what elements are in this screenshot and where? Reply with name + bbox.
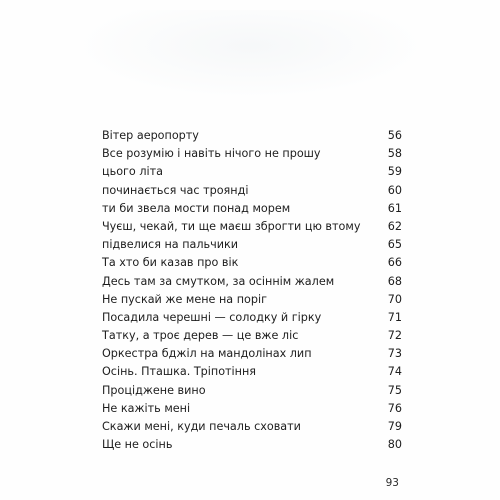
toc-entry: [102, 127, 402, 145]
toc-entry: [102, 145, 402, 163]
toc-entry-page: 79: [387, 420, 402, 433]
toc-entry-title: Вітер аеропорту: [102, 129, 199, 142]
toc-entry-page: 61: [387, 201, 402, 215]
toc-entry-title: Осінь. Пташка. Тріпотіння: [102, 365, 257, 379]
toc-entry: [102, 309, 402, 327]
toc-entry: [102, 418, 402, 436]
toc-entry: [102, 345, 402, 363]
toc-entry-title: Чуєш, чекай, ти ще маєш зброгти цю втому: [102, 219, 361, 233]
toc-entry-title: починається час трояндi: [102, 183, 249, 197]
toc-entry: [102, 400, 402, 418]
toc-entry-page: 62: [387, 219, 402, 233]
toc-entry-page: 65: [387, 238, 402, 252]
toc-entry-page: 80: [387, 438, 402, 452]
toc-entry-page: 70: [387, 292, 402, 306]
toc-entry-title: Десь там за смутком, за осіннім жалем: [102, 274, 335, 288]
toc-entry: [102, 382, 402, 400]
toc-entry-title: підвелися на пальчики: [102, 238, 239, 252]
toc-entry: [102, 436, 402, 454]
toc-entry: [102, 163, 402, 181]
toc-entry-title: Не кажіть мені: [102, 401, 191, 415]
toc-entry-title: ти би звела мости понад морем: [102, 201, 291, 215]
toc-entry: [102, 200, 402, 218]
toc-entry-page: 76: [387, 401, 402, 415]
toc-entry-title: Оркестра бджіл на мандолінах лип: [102, 347, 312, 361]
toc-entry-page: 66: [387, 256, 402, 270]
toc-entry: [102, 254, 402, 272]
toc-entry-page: 58: [387, 147, 402, 161]
toc-entry: [102, 273, 402, 291]
toc-entry-page: 71: [387, 310, 402, 324]
toc-entry: [102, 218, 402, 236]
toc-entry: [102, 291, 402, 309]
toc-entry-title: Скажи мені, куди печаль сховати: [102, 420, 301, 433]
toc-entry-page: 75: [387, 383, 402, 397]
toc-entry-page: 73: [387, 347, 402, 361]
toc-entry-page: 60: [387, 183, 402, 197]
toc-entry-title: Та хто би казав про вік: [102, 256, 239, 270]
page-number: 93: [385, 477, 399, 489]
toc-entry-page: 56: [387, 129, 402, 142]
toc-entry: [102, 236, 402, 254]
toc-entry-title: Все розумію і навіть нічого не прошу: [102, 147, 321, 161]
toc-entry: [102, 327, 402, 345]
toc-entry-title: Татку, а троє дерев — це вже ліс: [102, 329, 299, 343]
toc-entry-title: Ще не осінь: [102, 438, 173, 452]
toc-entry-page: 72: [387, 329, 402, 343]
toc-entry-page: 74: [387, 365, 402, 379]
toc-entry-title: Проціджене вино: [102, 383, 206, 397]
toc-entry: [102, 182, 402, 200]
toc-entry-title: Не пускай же мене на поріг: [102, 292, 267, 306]
toc-entry-page: 68: [387, 274, 402, 288]
toc-entry-title: Посадила черешні — солодку й гірку: [102, 310, 322, 324]
toc-entry-title: цього літа: [102, 165, 163, 179]
toc-entry-page: 59: [387, 165, 402, 179]
toc-entry: [102, 363, 402, 381]
page-bleed-through: [70, 10, 430, 100]
table-of-contents: [102, 127, 402, 454]
